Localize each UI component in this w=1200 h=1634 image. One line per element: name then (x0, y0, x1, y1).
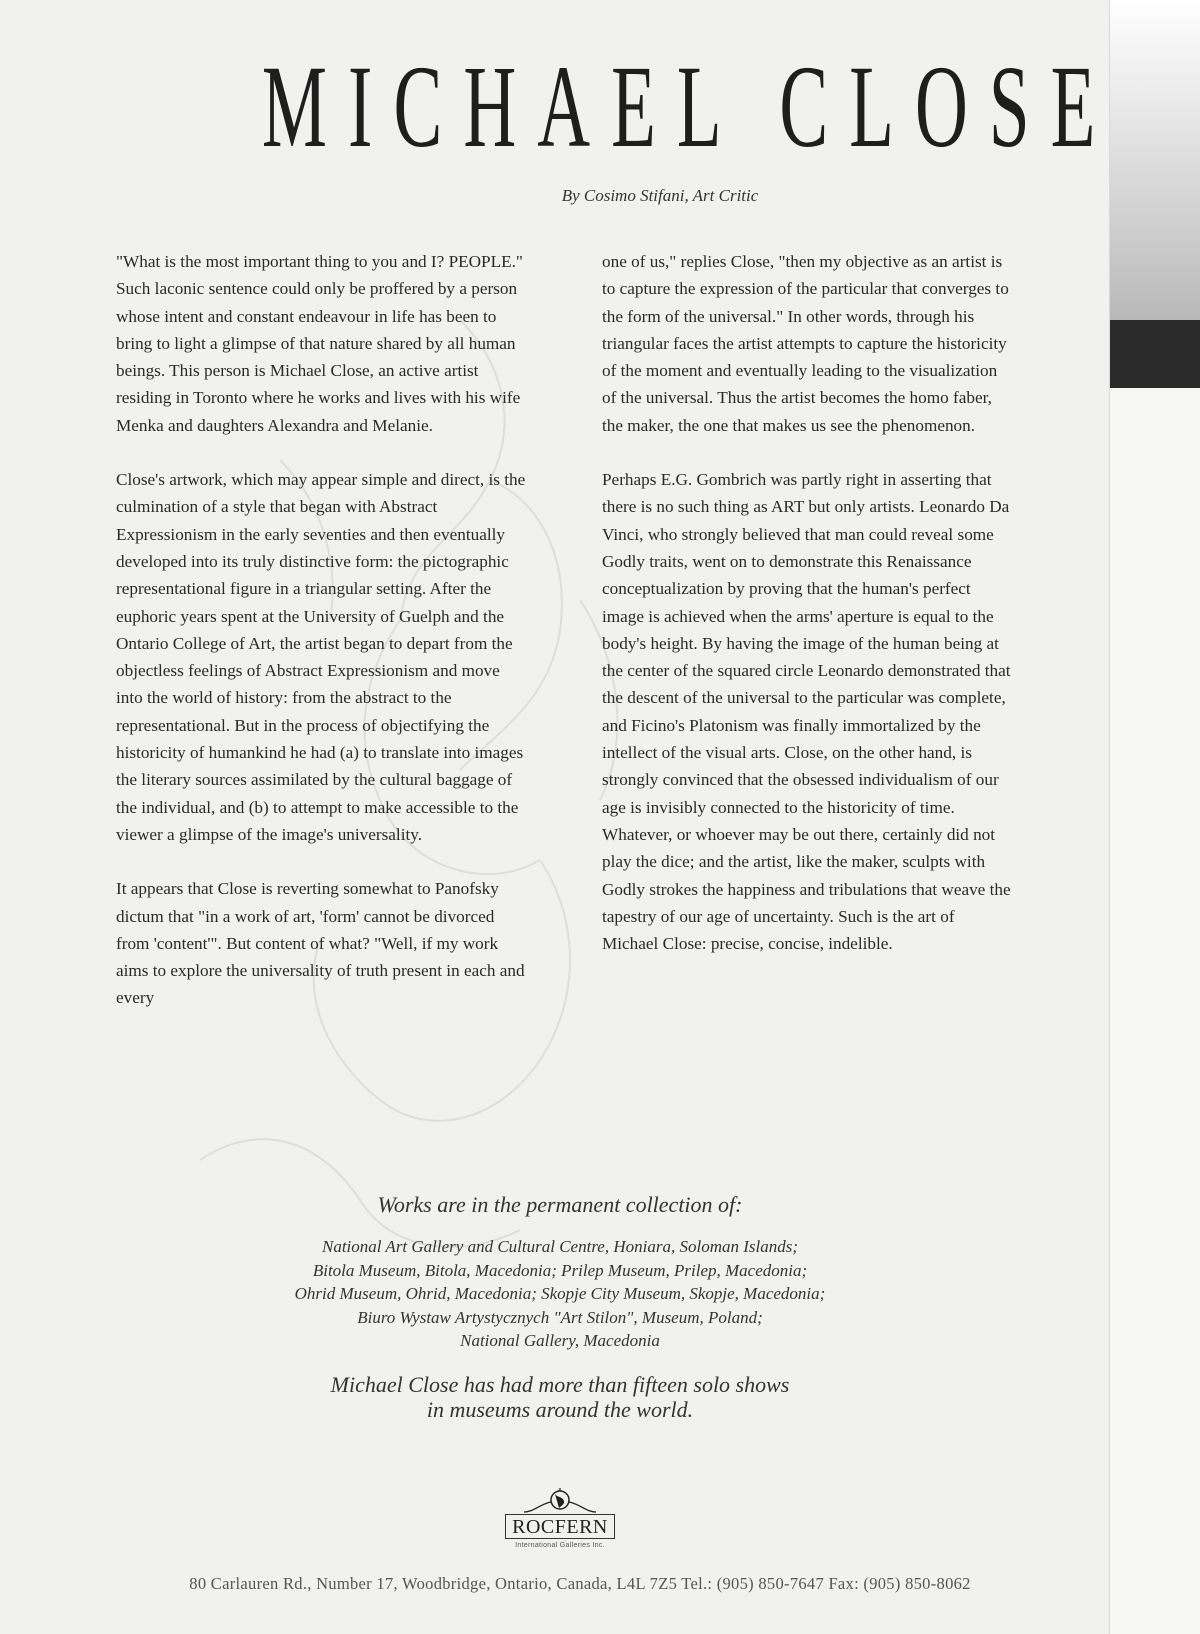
left-paragraph-2: Close's artwork, which may appear simple and direct, is the culmination of a style that began with Abstract Expressionism in the early seventies and then eventually developed into its truly distinctive form: the pictographic representational figure in a triangular setting. After the euphoric years spent at the University of Guelph and the Ontario College of Art, the artist began to depart from the objectless feelings of Abstract Expressionism and move into the world of history: from the abstract to the representational. But in the process of objectifying the historicity of humankind he had (a) to translate into images the literary sources assimilated by the cultural baggage of the individual, and (b) to attempt to make accessible to the viewer a glimpse of the image's universality. (116, 470, 526, 844)
byline: By Cosimo Stifani, Art Critic (561, 186, 759, 205)
edge-dark-band (1110, 320, 1200, 388)
title-block (0, 41, 1117, 172)
page-title: MICHAEL CLOSE (261, 41, 1117, 172)
left-paragraph-3: It appears that Close is reverting somewhat to Panofsky dictum that "in a work of art, 'form' cannot be divorced from 'content'". But content of what? "Well, if my work aims to explore the universality of truth present in each and every (116, 879, 525, 1008)
collection-line: Ohrid Museum, Ohrid, Macedonia; Skopje City Museum, Skopje, Macedonia; (294, 1284, 826, 1303)
left-paragraph-1: "What is the most important thing to you and I? PEOPLE." Such laconic sentence could only be proffered by a person whose intent and constant endeavour in life has been to bring to light a glimpse of that nature shared by all human beings. This person is Michael Close, an active artist residing in Toronto where he works and lives with his wife Menka and daughters Alexandra and Melanie. (116, 252, 523, 435)
footer-address: 80 Carlauren Rd., Number 17, Woodbridge, Ontario, Canada, L4L 7Z5 Tel.: (905) 850-7647 Fax: (905) 850-8062 (189, 1574, 971, 1593)
collections-heading: Works are in the permanent collection of: (377, 1192, 743, 1217)
page-edge-strip (1109, 0, 1200, 1634)
globe-icon (520, 1484, 600, 1514)
collection-line: National Art Gallery and Cultural Centre, Honiara, Soloman Islands; (321, 1237, 798, 1256)
collection-line: Biuro Wystaw Artystycznych "Art Stilon", Museum, Poland; (357, 1307, 763, 1327)
right-paragraph-1: one of us," replies Close, "then my objective as an artist is to capture the expression of the particular that converges to the form of the universal." In other words, through his triangular faces the artist attempts to capture the historicity of the moment and eventually leading to the visualization of the universal. Thus the artist becomes the homo faber, the maker, the one that makes us see the phenomenon. (602, 252, 1009, 435)
article-left-column (116, 248, 528, 1039)
shows-line-2: in museums around the world. (426, 1397, 694, 1422)
edge-gray-band (1110, 0, 1200, 320)
collection-line: Bitola Museum, Bitola, Macedonia; Prilep Museum, Prilep, Macedonia; (312, 1260, 808, 1280)
collections-list (200, 1235, 920, 1353)
rocfern-logo (490, 1484, 630, 1549)
shows-line-1: Michael Close has had more than fifteen solo shows (330, 1372, 790, 1397)
logo-subtitle: International Galleries Inc. (515, 1542, 605, 1549)
solo-shows-statement (240, 1372, 880, 1422)
article-right-column (602, 248, 1014, 984)
logo-name: ROCFERN (505, 1514, 615, 1539)
right-paragraph-2: Perhaps E.G. Gombrich was partly right in asserting that there is no such thing as ART but only artists. Leonardo Da Vinci, who strongly believed that man could reveal some Godly traits, went on to demonstrate this Renaissance conceptualization by proving that the human's perfect image is achieved when the arms' aperture is equal to the body's height. By having the image of the human being at the center of the squared circle Leonardo demonstrated that the descent of the universal to the particular was complete, and Ficino's Platonism was finally immortalized by the intellect of the visual arts. Close, on the other hand, is strongly convinced that the obsessed individualism of our age is invisibly connected to the historicity of time. Whatever, or whoever may be out there, certainly did not play the dice; and the artist, like the maker, sculpts with Godly strokes the happiness and tribulations that weave the tapestry of our age of uncertainty. Such is the art of Michael Close: precise, concise, indelible. (602, 470, 1011, 954)
collection-line: National Gallery, Macedonia (460, 1331, 660, 1350)
